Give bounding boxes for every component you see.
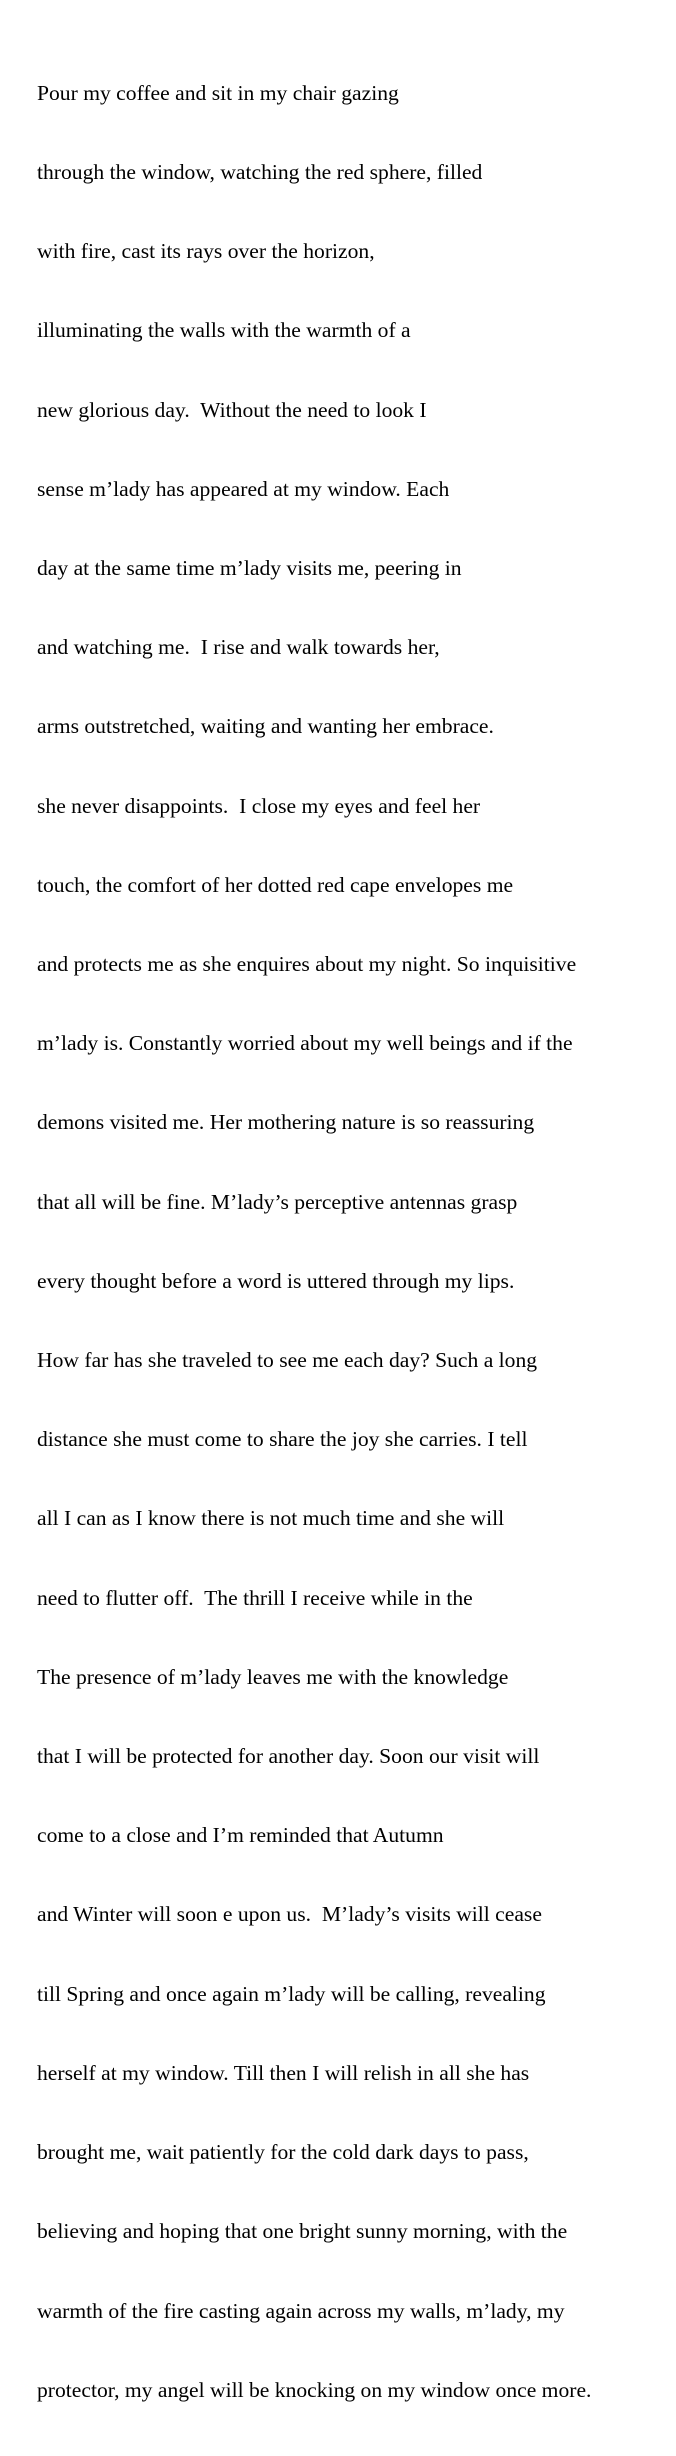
poem-line: believing and hoping that one bright sunny morning, with the: [37, 2219, 568, 2244]
poem-line: through the window, watching the red sphere, filled: [37, 160, 483, 185]
poem-line: protector, my angel will be knocking on my window once more.: [37, 2377, 592, 2402]
poem-line: herself at my window. Till then I will relish in all she has: [37, 2060, 530, 2085]
poem-line: that I will be protected for another day. Soon our visit will: [37, 1744, 540, 1769]
poem-line: need to flutter off. The thrill I receive while in the: [37, 1585, 473, 1610]
poem-line: brought me, wait patiently for the cold dark days to pass,: [37, 2140, 529, 2165]
poem-line: and protects me as she enquires about my night. So inquisitive: [37, 952, 577, 977]
poem-line: day at the same time m’lady visits me, peering in: [37, 556, 462, 581]
poem-line: new glorious day. Without the need to look I: [37, 397, 427, 422]
poem-text: [37, 27, 591, 2456]
poem-line: warmth of the fire casting again across my walls, m’lady, my: [37, 2298, 565, 2323]
poem-line: The presence of m’lady leaves me with the knowledge: [37, 1664, 509, 1689]
poem-line: illuminating the walls with the warmth of a: [37, 318, 411, 343]
poem-line: and watching me. I rise and walk towards her,: [37, 635, 440, 660]
poem-line: touch, the comfort of her dotted red cape envelopes me: [37, 872, 514, 897]
poem-line: and Winter will soon e upon us. M’lady’s visits will cease: [37, 1902, 542, 1927]
poem-line: come to a close and I’m reminded that Autumn: [37, 1823, 444, 1848]
poem-line: How far has she traveled to see me each day? Such a long: [37, 1348, 538, 1373]
poem-line: sense m’lady has appeared at my window. Each: [37, 476, 450, 501]
poem-line: till Spring and once again m’lady will be calling, revealing: [37, 1981, 546, 2006]
poem-line: demons visited me. Her mothering nature is so reassuring: [37, 1110, 535, 1135]
poem-line: with fire, cast its rays over the horizon,: [37, 239, 375, 264]
poem-line: she never disappoints. I close my eyes and feel her: [37, 793, 481, 818]
poem-line: Pour my coffee and sit in my chair gazing: [37, 80, 399, 105]
poem-line: all I can as I know there is not much time and she will: [37, 1506, 505, 1531]
poem-line: m’lady is. Constantly worried about my well beings and if the: [37, 1031, 573, 1056]
poem-line: that all will be fine. M’lady’s perceptive antennas grasp: [37, 1189, 518, 1214]
poem-line: arms outstretched, waiting and wanting her embrace.: [37, 714, 494, 739]
poem-line: distance she must come to share the joy she carries. I tell: [37, 1427, 528, 1452]
poem-line: every thought before a word is uttered through my lips.: [37, 1268, 515, 1293]
